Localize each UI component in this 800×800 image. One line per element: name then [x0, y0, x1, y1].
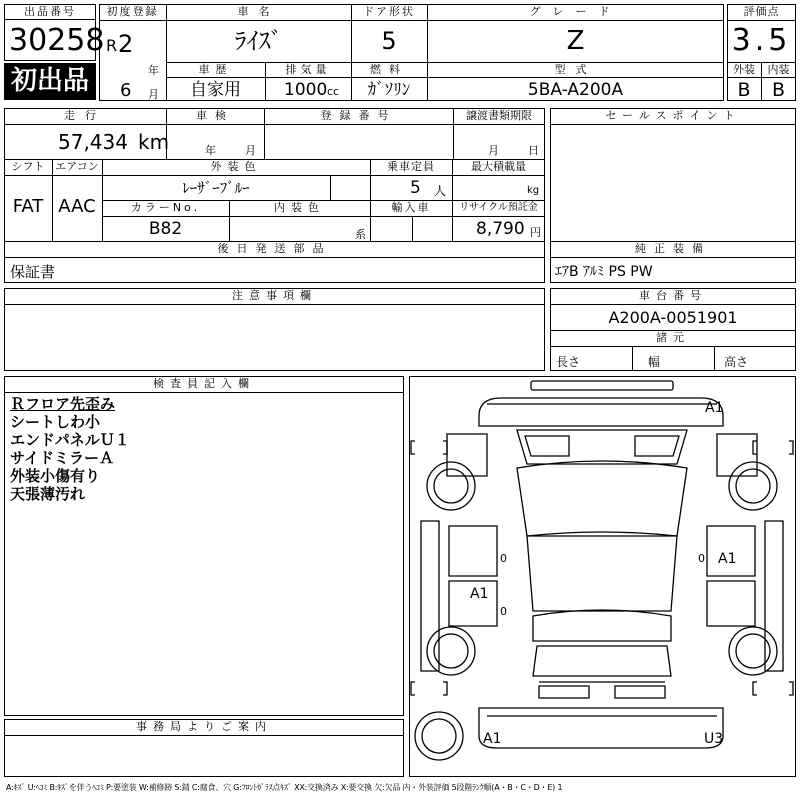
sales-points-label: セールスポイント: [605, 109, 741, 122]
car-name: ﾗｲｽﾞ: [234, 27, 283, 55]
later-parts: 保証書: [10, 263, 56, 281]
color-no: B82: [148, 219, 183, 239]
grade-label: グレード: [529, 5, 622, 18]
month-unit: 月: [148, 88, 159, 101]
equipment-label: 純正装備: [635, 242, 711, 255]
mark-zero-right: 0: [698, 552, 705, 565]
inspector-line-5: 外装小傷有り: [10, 467, 101, 485]
reg-no-label: 登録番号: [320, 109, 397, 122]
displacement-label: 排気量: [285, 63, 331, 76]
recycle-unit: 円: [530, 226, 541, 239]
legend: A:ｷｽﾞ U:ﾍｺﾐ B:ｷｽﾞを伴うﾍｺﾐ P:要塗装 W:補修跡 S:錆 C:腐食、穴 G:ﾌﾛﾝﾄｶﾞﾗｽ点ｷｽﾞ XX:交換済み X:要交換 欠:欠品 内・外装評価 5段階ﾗﾝｸ順(A・B・C・D・E) 1: [6, 783, 563, 792]
mark-rear-right: U3: [704, 731, 724, 747]
int-color-label: 内装色: [274, 201, 325, 214]
width-label: 幅: [648, 355, 661, 369]
fuel-label: 燃料: [370, 63, 408, 76]
later-parts-label: 後日発送部品: [217, 242, 332, 255]
aircon-label: エアコン: [55, 160, 99, 173]
era: R: [106, 36, 118, 55]
mileage: 57,434: [58, 130, 128, 154]
reg-year: 2: [118, 30, 134, 58]
inspector-line-2: シートしわ小: [10, 413, 101, 431]
inspector-label: 検査員記入欄: [153, 377, 255, 390]
model: 5BA-A200A: [527, 80, 624, 100]
inspector-line-4: サイドミラーＡ: [10, 449, 114, 467]
capacity-unit: 人: [434, 184, 447, 198]
ext-grade: B: [737, 79, 751, 101]
notes-label: 注意事項欄: [232, 289, 317, 302]
car-name-label: 車名: [237, 5, 280, 18]
int-color-unit: 系: [355, 228, 366, 241]
int-label: 内装: [767, 63, 790, 76]
recycle-label: リサイクル預託金: [459, 202, 538, 213]
transfer-day: 日: [528, 144, 539, 157]
mark-zero-left: 0: [500, 552, 507, 565]
max-load-unit: kg: [527, 185, 540, 196]
shift: FAT: [12, 196, 44, 217]
chassis-label: 車台番号: [639, 289, 707, 302]
model-label: 型式: [554, 63, 597, 76]
mileage-unit: km: [138, 130, 170, 154]
capacity: 5: [410, 178, 421, 198]
int-grade: B: [771, 79, 786, 101]
recycle: 8,790: [476, 219, 525, 239]
door: 5: [381, 27, 397, 55]
inspection-label: 車検: [196, 109, 234, 122]
mark-left-side: A1: [470, 586, 489, 602]
mark-right-side: A1: [718, 551, 737, 567]
transfer-month: 月: [488, 144, 499, 157]
door-label: ドア形状: [363, 5, 415, 18]
ext-color-label: 外装色: [210, 160, 262, 173]
shift-label: シフト: [11, 160, 45, 173]
import-label: 輸入車: [391, 201, 431, 214]
aircon: AAC: [58, 196, 96, 217]
inspection-month: 月: [245, 144, 256, 157]
score: 3.5: [731, 23, 792, 58]
mileage-label: 走行: [64, 109, 106, 122]
mark-zero-rear: 0: [500, 605, 507, 618]
inspector-line-3: エンドパネルＵ１: [10, 431, 130, 449]
score-label: 評価点: [743, 5, 780, 18]
transfer-label: 譲渡書類期限: [466, 109, 532, 122]
dims-label: 諸元: [656, 331, 690, 344]
history-label: 車歴: [198, 63, 233, 76]
first-reg-label: 初度登録: [106, 5, 159, 18]
year-unit: 年: [148, 64, 159, 77]
capacity-label: 乗車定員: [387, 160, 435, 173]
chassis-number: A200A-0051901: [608, 308, 738, 327]
lot-number: 30258: [9, 23, 105, 58]
fuel: ｶﾞｿﾘﾝ: [367, 80, 411, 100]
office-label: 事務局よりご案内: [136, 720, 272, 733]
inspection-year: 年: [205, 144, 216, 157]
displacement-unit: cc: [327, 85, 340, 98]
equipment: ｴｱB ｱﾙﾐ PS PW: [555, 264, 653, 280]
mark-front-bumper: A1: [705, 400, 724, 416]
length-label: 長さ: [556, 355, 581, 369]
lot-number-label: 出品番号: [4, 5, 96, 20]
history: 自家用: [190, 80, 241, 100]
inspector-line-6: 天張薄汚れ: [10, 485, 86, 503]
height-label: 高さ: [724, 355, 749, 369]
color-no-label: カラーNo.: [130, 201, 201, 214]
inspector-line-1: Ｒフロア先歪み: [10, 395, 116, 413]
first-listing-badge: 初出品: [4, 63, 96, 100]
displacement: 1000: [284, 80, 328, 100]
mark-rear-left: A1: [483, 731, 502, 747]
ext-label: 外装: [733, 63, 755, 76]
reg-month: 6: [120, 80, 132, 101]
max-load-label: 最大積載量: [471, 160, 526, 173]
ext-color: ﾚｰｻﾞｰﾌﾞﾙｰ: [182, 179, 250, 197]
grade: Z: [566, 26, 585, 56]
car-diagram: [409, 376, 796, 777]
